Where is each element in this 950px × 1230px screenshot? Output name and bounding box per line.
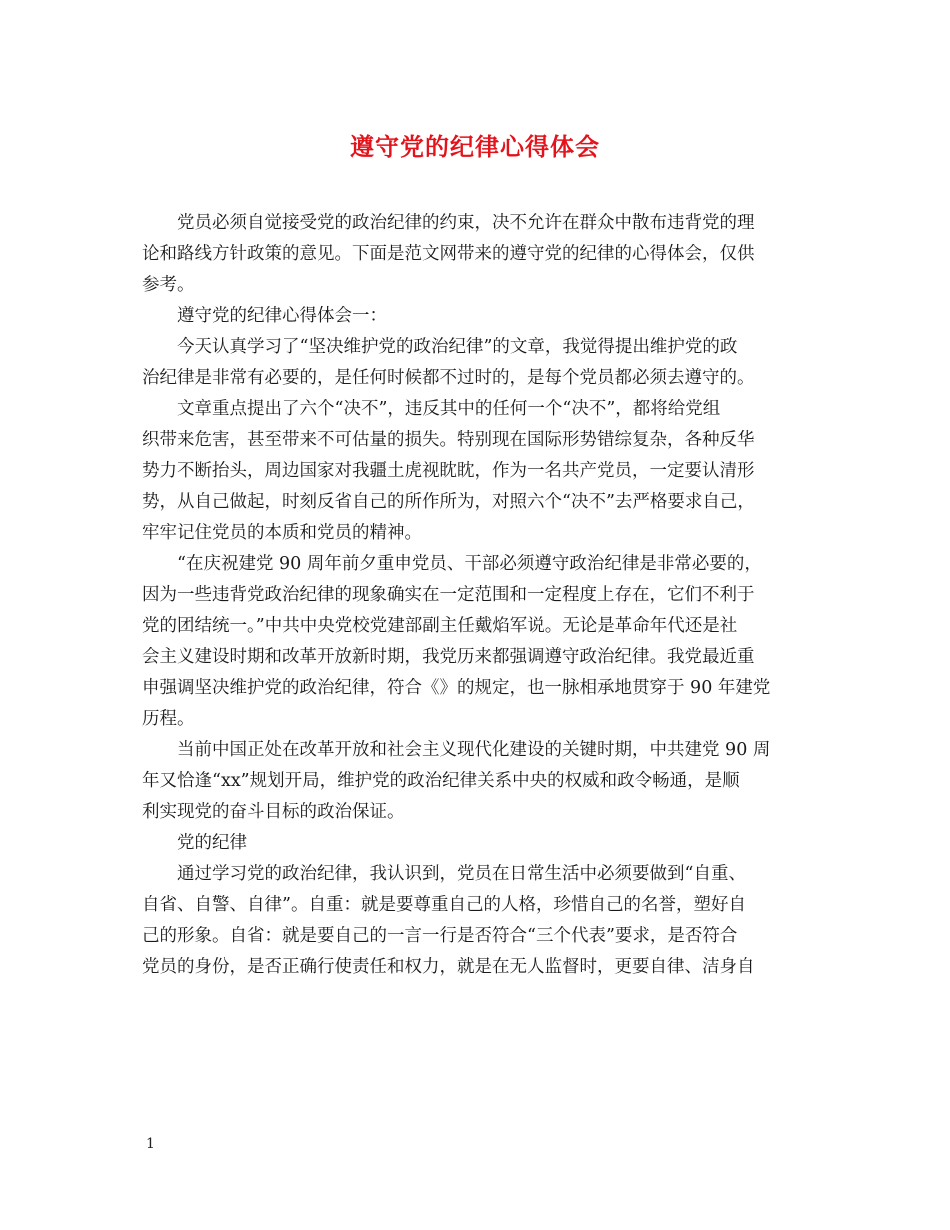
text-line: 党的团结统一。”中共中央党校党建部副主任戴焰军说。无论是革命年代还是社 <box>142 616 738 636</box>
text-line: 织带来危害，甚至带来不可估量的损失。特别现在国际形势错综复杂，各种反华 <box>142 430 755 450</box>
text-line: 通过学习党的政治纪律，我认识到，党员在日常生活中必须要做到“自重、 <box>142 864 746 884</box>
text-line: 党员的身份，是否正确行使责任和权力，就是在无人监督时，更要自律、洁身自 <box>142 957 755 977</box>
text-line: 年又恰逢“xx”规划开局，维护党的政治纪律关系中央的权威和政令畅通，是顺 <box>142 771 740 791</box>
text-line: 会主义建设时期和改革开放新时期，我党历来都强调遵守政治纪律。我党最近重 <box>142 647 755 667</box>
text-line: 自省、自警、自律”。自重：就是要尊重自己的人格，珍惜自己的名誉，塑好自 <box>142 895 746 915</box>
text-line: 势，从自己做起，时刻反省自己的所作所为，对照六个“决不”去严格要求自己， <box>142 492 755 512</box>
section-heading: 遵守党的纪律心得体会一： <box>142 306 387 326</box>
text-line: “在庆祝建党 90 周年前夕重申党员、干部必须遵守政治纪律是非常必要的， <box>142 554 762 574</box>
text-line: 治纪律是非常有必要的，是任何时候都不过时的，是每个党员都必须去遵守的。 <box>142 368 755 388</box>
text-line: 历程。 <box>142 709 195 729</box>
text-line: 因为一些违背党政治纪律的现象确实在一定范围和一定程度上存在，它们不利于 <box>142 585 755 605</box>
page-title: 遵守党的纪律心得体会 <box>350 132 600 161</box>
text-line: 利实现党的奋斗目标的政治保证。 <box>142 802 405 822</box>
text-line: 当前中国正处在改革开放和社会主义现代化建设的关键时期，中共建党 90 周 <box>142 740 771 760</box>
text-line: 党员必须自觉接受党的政治纪律的约束，决不允许在群众中散布违背党的理 <box>142 213 755 233</box>
document-body <box>142 208 810 983</box>
page-number: 1 <box>146 1136 155 1152</box>
text-line: 参考。 <box>142 275 195 295</box>
text-line: 论和路线方针政策的意见。下面是范文网带来的遵守党的纪律的心得体会，仅供 <box>142 244 755 264</box>
text-line: 文章重点提出了六个“决不”，违反其中的任何一个“决不”，都将给党组 <box>142 399 721 419</box>
text-line: 己的形象。自省：就是要自己的一言一行是否符合“三个代表”要求，是否符合 <box>142 926 738 946</box>
text-line: 牢牢记住党员的本质和党员的精神。 <box>142 523 422 543</box>
text-line: 今天认真学习了“坚决维护党的政治纪律”的文章，我觉得提出维护党的政 <box>142 337 738 357</box>
section-heading: 党的纪律 <box>142 833 247 853</box>
text-line: 申强调坚决维护党的政治纪律，符合《》的规定，也一脉相承地贯穿于 90 年建党 <box>142 678 771 698</box>
text-line: 势力不断抬头，周边国家对我疆土虎视眈眈，作为一名共产党员，一定要认清形 <box>142 461 755 481</box>
